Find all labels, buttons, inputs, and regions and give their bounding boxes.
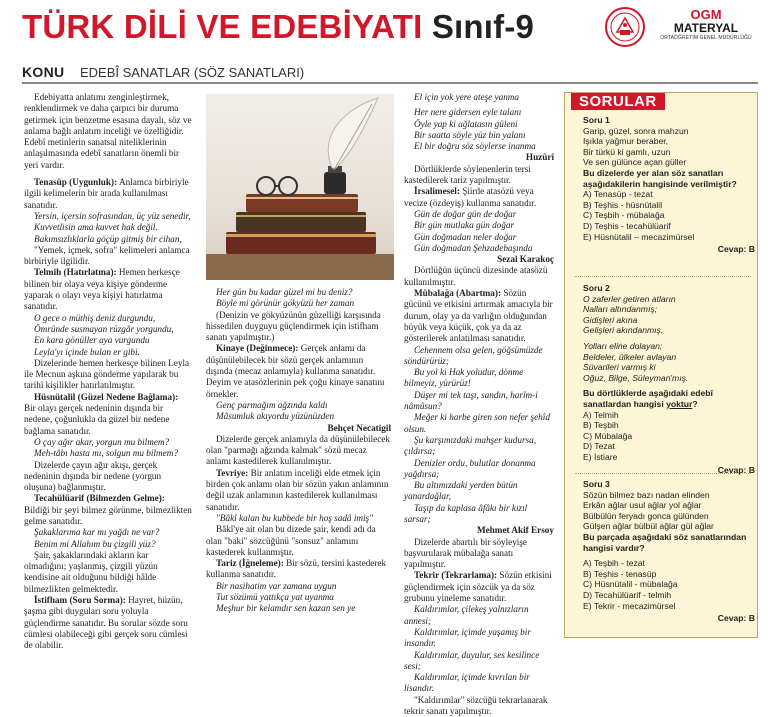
verse-line: En kara gönüller aya vurgundu bbox=[34, 335, 150, 346]
answer-option[interactable]: E) İstiare bbox=[583, 451, 618, 462]
question-stem: Bu dizelerde yer alan söz sanatları aşağıdakilerin hangisinde verilmiştir? bbox=[583, 167, 737, 189]
explanation: "Yemek, içmek, sofra" kelimeleri anlamca birbiriyle ilgilidir. bbox=[24, 244, 190, 267]
verse-line: Her gün bu kadar güzel mi bu deniz? bbox=[216, 287, 353, 297]
term: Hüsnütalil (Güzel Nedene Bağlama): bbox=[34, 391, 179, 402]
question-verse: Süvarileri varmış ki bbox=[583, 362, 656, 373]
question-verse: Beldeler, ülkeler avlayan bbox=[583, 351, 677, 362]
explanation: Dizelerde gerçek anlamıyla da düşünülebilecek olan "parmağı ağzında kalmak" sözü mecaz anlamı kastedilerek kullanılmıştır. bbox=[206, 433, 390, 467]
definition: Bir olayı gerçek nedeninin dışında bir nedene, çoğunlukla da güzel bir nedene bağlama sanatıdır. bbox=[24, 403, 170, 436]
explanation: Dizelerinde hemen herkesçe bilinen Leyla ile Mecnun aşkına gönderme yapılarak bu tarihî kişilikler hatırlatılmıştır. bbox=[24, 357, 190, 391]
question-verse: Bir türkü ki gamlı, uzun bbox=[583, 146, 671, 157]
verse-line: El bir doğru söz söylerse inanma bbox=[414, 141, 536, 152]
term: Mübalağa (Abartma): bbox=[414, 288, 502, 299]
tekrir-definition bbox=[404, 570, 554, 604]
verse-line: Gün de doğar gün de doğar bbox=[414, 208, 517, 219]
verse-line: Gün doğmadan Şehzadebaşında bbox=[414, 242, 533, 253]
verse-line: Kaldırımlar, içimde yaşamış bir insandır. bbox=[404, 626, 531, 649]
term: Tenasüp (Uygunluk): bbox=[34, 177, 118, 188]
definition: Gerçek anlamı da düşünülebilecek bir sözü gerçek anlamının dışında (mecaz anlamıyla) kullanma sanatıdır. Deyim ve atasözlerinin pek çoğu kinaye sanatını örnekler. bbox=[206, 343, 385, 399]
verse-line: Benim mi Allahım bu çizgili yüz? bbox=[34, 538, 156, 549]
questions-heading: SORULAR bbox=[571, 93, 665, 110]
verse-line: El için yok yere ateşe yanma bbox=[414, 92, 520, 102]
text-column-1 bbox=[24, 92, 192, 652]
husnutalil-definition bbox=[24, 392, 192, 437]
tecahul-definition bbox=[24, 493, 192, 527]
answer-option[interactable]: A) Teşbih - tezat bbox=[583, 558, 645, 569]
logo-materyal: MATERYAL bbox=[673, 21, 739, 35]
verse-line: Leyla'yı içinde bulan er gibi. bbox=[34, 346, 140, 357]
answer-option[interactable]: B) Teşhis - tenasüp bbox=[583, 568, 657, 579]
answer-option[interactable]: A) Tenasüp - tezat bbox=[583, 189, 653, 200]
question-stem bbox=[583, 388, 755, 409]
verse-line: Bir gün mutlaka gün doğar bbox=[414, 220, 515, 231]
answer-option[interactable]: C) Hüsnütalil - mübalağa bbox=[583, 579, 678, 590]
text-column-3 bbox=[404, 92, 554, 717]
definition: Bildiği bir şeyi bilmez görünme, bilmezlikten gelme sanatıdır. bbox=[24, 504, 192, 526]
verse-line: Meğer ki harbe giren son nefer şehîd olsun. bbox=[404, 412, 550, 434]
definition: Bir anlatım inceliği elde etmek için birden çok anlamı olan bir sözün yakın anlamının değil uzak anlamının kastedilerek kullanılması sanatıdır. bbox=[206, 467, 389, 512]
explanation: Bâkî'ye ait olan bu dizede şair, kendi adı da olan "baki" sözcüğünü "sonsuz" anlamını kastederek kullanmıştır. bbox=[206, 524, 376, 557]
question-number: Soru 1 bbox=[583, 115, 610, 125]
term: Tariz (İğneleme): bbox=[216, 558, 284, 569]
question-1 bbox=[583, 115, 755, 255]
term: Kinaye (Değinmece): bbox=[216, 343, 299, 354]
verse-line: Bu yol ki Hak yoludur, dönme bilmeyiz, yürürüz! bbox=[404, 367, 524, 389]
stem-part: Bu dörtlüklerde aşağıdaki edebî sanatlardan hangisi bbox=[583, 388, 713, 409]
term: Tevriye: bbox=[216, 467, 249, 478]
stem-emphasis: yoktur bbox=[666, 398, 693, 409]
istifham-definition bbox=[24, 595, 192, 651]
irsal-definition bbox=[404, 186, 554, 209]
term: İstifham (Soru Sorma): bbox=[34, 595, 126, 606]
term: İrsalimesel: bbox=[414, 186, 460, 197]
verse-line: Yersin, içersin sofrasından, üç yüz senedir, bbox=[34, 210, 191, 221]
verse-line: Şakaklarıma kar mı yağdı ne var? bbox=[34, 527, 160, 538]
poem-author: Huzûrî bbox=[525, 152, 554, 163]
verse-line: Bakımsızlıklarla göçüp gitmiş bir cihan, bbox=[34, 233, 182, 244]
answer-option[interactable]: B) Teşbih bbox=[583, 420, 619, 431]
tariz-definition bbox=[206, 558, 391, 581]
logo-subtitle: ORTAÖĞRETİM GENEL MÜDÜRLÜĞÜ bbox=[660, 35, 752, 41]
verse-line: Meh-tâbı hasta mı, solgun mu bilmem? bbox=[34, 448, 178, 459]
verse-line: "Bâkî kalan bu kubbede bir hoş sadâ imiş" bbox=[216, 512, 373, 523]
quill-books-photo bbox=[206, 94, 394, 280]
definition: Anlamca birbiriyle ilgili kelimelerin bir arada kullanılması sanatıdır. bbox=[24, 177, 189, 210]
explanation: (Denizin ve gökyüzünün güzelliği karşısında hissedilen duyguyu güçlendirmek için istifham sanatı yapılmıştır.) bbox=[206, 309, 381, 343]
page-header bbox=[0, 0, 768, 62]
question-verse: Bülbülün feryadı gonca gülünden bbox=[583, 510, 709, 521]
verse-line: Tut sözümü yattıkça yat uyanma bbox=[216, 592, 334, 603]
telmih-definition bbox=[24, 267, 192, 312]
topic-title: EDEBÎ SANATLAR (SÖZ SANATLARI) bbox=[80, 65, 305, 80]
answer-option[interactable]: B) Teşhis - hüsnütalil bbox=[583, 199, 663, 210]
quill-books-illustration bbox=[206, 94, 394, 280]
questions-panel bbox=[564, 92, 758, 638]
mubalaga-definition bbox=[404, 288, 554, 344]
verse-line: Böyle mi görünür gökyüzü her zaman bbox=[216, 298, 355, 309]
verse-line: Kuvvetlisin ama kuvvet hak değil. bbox=[34, 222, 158, 233]
question-divider bbox=[575, 473, 751, 474]
answer-option[interactable]: D) Tezat bbox=[583, 441, 615, 452]
explanation: "Kaldırımlar" sözcüğü tekrarlanarak tekrir sanatı yapılmıştır. bbox=[404, 694, 548, 717]
explanation: Dörtlüklerde söylenenlerin tersi kastedilerek tariz yapılmıştır. bbox=[404, 163, 531, 186]
logo-ogm: OGM bbox=[690, 7, 722, 22]
answer-key: Cevap: B bbox=[717, 244, 755, 255]
answer-option[interactable]: C) Mübalağa bbox=[583, 430, 633, 441]
question-verse: O zaferler getiren atların bbox=[583, 293, 676, 304]
question-number: Soru 3 bbox=[583, 479, 610, 489]
verse-line: Düşer mi tek taşı, sandın, harîm-i nâmûsun? bbox=[404, 389, 538, 412]
definition: Şiirde atasözü veya vecize (özdeyiş) kullanma sanatıdır. bbox=[404, 186, 537, 208]
definition: Bir sözü, tersini kastederek kullanma sanatıdır. bbox=[206, 558, 387, 580]
verse-line: Cehennem olsa gelen, göğsümüzde söndürürüz; bbox=[404, 344, 543, 366]
verse-line: Denizler ordu, bulutlar donanma yağdırsa; bbox=[404, 457, 536, 479]
verse-line: Kaldırımlar, duyulur, ses kesilince sesi; bbox=[404, 649, 540, 671]
question-verse: Sözün bilmez bazı nadan elinden bbox=[583, 489, 710, 500]
meb-emblem-icon bbox=[604, 6, 646, 48]
question-verse: Gidişleri akına bbox=[583, 314, 638, 325]
answer-option[interactable]: E) Tekrir - mecazimürsel bbox=[583, 600, 676, 611]
title-grade: Sınıf-9 bbox=[431, 8, 535, 45]
text-column-2 bbox=[206, 287, 391, 615]
definition: Sözün etkisini güçlendirmek için sözcük ya da söz grubunu yineleme sanatıdır. bbox=[404, 570, 552, 604]
poem-author: Mehmet Akif Ersoy bbox=[476, 525, 554, 536]
question-verse: Nalları altındanmış; bbox=[583, 304, 658, 315]
term: Telmih (Hatırlatma): bbox=[34, 267, 117, 278]
explanation: Dizelerde abartılı bir söyleyişe başvurularak mübalağa sanatı yapılmıştır. bbox=[404, 536, 528, 570]
question-divider bbox=[575, 276, 751, 277]
question-3 bbox=[583, 479, 755, 624]
explanation: Şair, şakaklarındaki akların kar olmadığını; yaşlanmış, çizgili yüzün kendisine ait olduğunu bildiği hâlde bilmezlikten gelmektedir. bbox=[24, 549, 158, 594]
verse-line: Genç parmağım ağzında kaldı bbox=[216, 399, 328, 410]
verse-line: O çay ağır akar, yorgun mu bilmem? bbox=[34, 436, 170, 447]
stem-part: ? bbox=[692, 398, 698, 409]
question-verse: Gelişleri akındanmış. bbox=[583, 325, 664, 336]
poem-author: Behçet Necatigil bbox=[327, 422, 391, 433]
verse-line: Bu altımızdaki yerden bütün yanardağlar, bbox=[404, 480, 518, 502]
verse-line: Her nere gidersen eyle talanı bbox=[414, 107, 522, 118]
answer-option[interactable]: C) Teşbih - mübalağa bbox=[583, 210, 665, 221]
verse-line: Bir saatta söyle yüz bin yalanı bbox=[414, 129, 526, 140]
explanation: Dizelerde çayın ağır akışı, gerçek nedeninin dışında bir nedene (yorgun oluşuna) bağlanmıştır. bbox=[24, 459, 162, 493]
title-subject: TÜRK DİLİ VE EDEBİYATI bbox=[22, 8, 423, 45]
question-verse: Işıkla yağmur beraber, bbox=[583, 136, 669, 147]
topic-label: KONU bbox=[22, 64, 65, 80]
term: Tecahülüarif (Bilmezden Gelme): bbox=[34, 493, 165, 504]
question-stem: Bu parçada aşağıdaki söz sanatlarından hangisi vardır? bbox=[583, 531, 747, 553]
verse-line: Gün doğmadan neler doğar bbox=[414, 231, 517, 242]
ogm-materyal-logo bbox=[650, 8, 762, 42]
question-verse: Gülşen ağlar bülbül ağlar gül ağlar bbox=[583, 521, 714, 532]
verse-line: Meşhur bir kelamdır sen kazan sen ye bbox=[216, 603, 356, 614]
tenasup-definition bbox=[24, 177, 192, 211]
term: Tekrir (Tekrarlama): bbox=[414, 570, 498, 581]
kinaye-definition bbox=[206, 343, 391, 399]
answer-key: Cevap: B bbox=[717, 464, 755, 475]
answer-option[interactable]: A) Telmih bbox=[583, 409, 619, 420]
intro-paragraph: Edebiyatta anlatımı zenginleştirmek, renklendirmek ve daha çarpıcı bir duruma getirmek için benzetme esasına dayalı, söz ve anlama bağlı anlatım inceliği ve özelliğidir. Edebî metinlerin sanatsal niteliklerinin anlaşılmasında edebî sanatların önemli bir yeri vardır. bbox=[24, 92, 192, 170]
topic-bar bbox=[22, 62, 758, 84]
verse-line: Şu karşımızdaki mahşer kudursa, çıldırsa; bbox=[404, 434, 536, 457]
verse-line: Ömründe susmayan rüzgâr yorgundu, bbox=[34, 323, 174, 334]
answer-key: Cevap: B bbox=[717, 613, 755, 624]
question-verse: Ve sen gülünce açan güller bbox=[583, 157, 687, 168]
question-2 bbox=[583, 283, 755, 475]
verse-line: Taşıp da kaplasa âfâkı bir kızıl sarsar; bbox=[404, 502, 528, 524]
question-verse: Garip, güzel, sonra mahzun bbox=[583, 125, 689, 136]
question-verse: Yolları eline dolayan; bbox=[583, 340, 663, 351]
definition: Sözün gücünü ve etkisini artırmak amacıyla bir durum, olay ya da varlığın olduğundan büyük veya küçük, çok ya da az gösterilerek anlatılması sanatıdır. bbox=[404, 288, 553, 344]
verse-line: O gece o müthiş deniz durgundu, bbox=[34, 312, 156, 323]
answer-option[interactable]: D) Tecahülüarif - telmih bbox=[583, 589, 672, 600]
verse-line: Mâsumluk akıyordu yüzünüzden bbox=[216, 411, 335, 422]
question-number: Soru 2 bbox=[583, 283, 610, 293]
verse-line: Bir nasihatim var zamana uygun bbox=[216, 580, 337, 591]
verse-line: Öyle yap ki ağlatasın güleni bbox=[414, 118, 518, 129]
definition: Hemen herkesçe bilinen bir olaya veya kişiye gönderme yaparak o olayı veya kişiyi hatırlatma sanatıdır. bbox=[24, 267, 180, 312]
verse-line: Kaldırımlar, içimde kıvrılan bir lisandır. bbox=[404, 672, 530, 694]
explanation: Dörtlüğün üçüncü dizesinde atasözü kullanılmıştır. bbox=[404, 265, 548, 287]
verse-line: Kaldırımlar, çilekeş yalnızların annesi; bbox=[404, 604, 529, 626]
answer-option[interactable]: D) Teşhis - tecahülüarif bbox=[583, 220, 671, 231]
tevriye-definition bbox=[206, 468, 391, 513]
page-title bbox=[22, 8, 534, 46]
poem-author: Sezai Karakoç bbox=[497, 254, 554, 265]
definition: Hayret, hüzün, şaşma gibi duyguları soru yoluyla güçlendirme sanatıdır. Bu sorular sözde soru cümlesi olabileceği gibi gerçek soru cümlesi de olabilir. bbox=[24, 595, 188, 651]
question-verse: Oğuz, Bilge, Süleyman'mış. bbox=[583, 372, 689, 383]
answer-option[interactable]: E) Hüsnütalil – mecazimürsel bbox=[583, 231, 695, 242]
question-verse: Erkân ağlar usul ağlar yol ağlar bbox=[583, 500, 702, 511]
